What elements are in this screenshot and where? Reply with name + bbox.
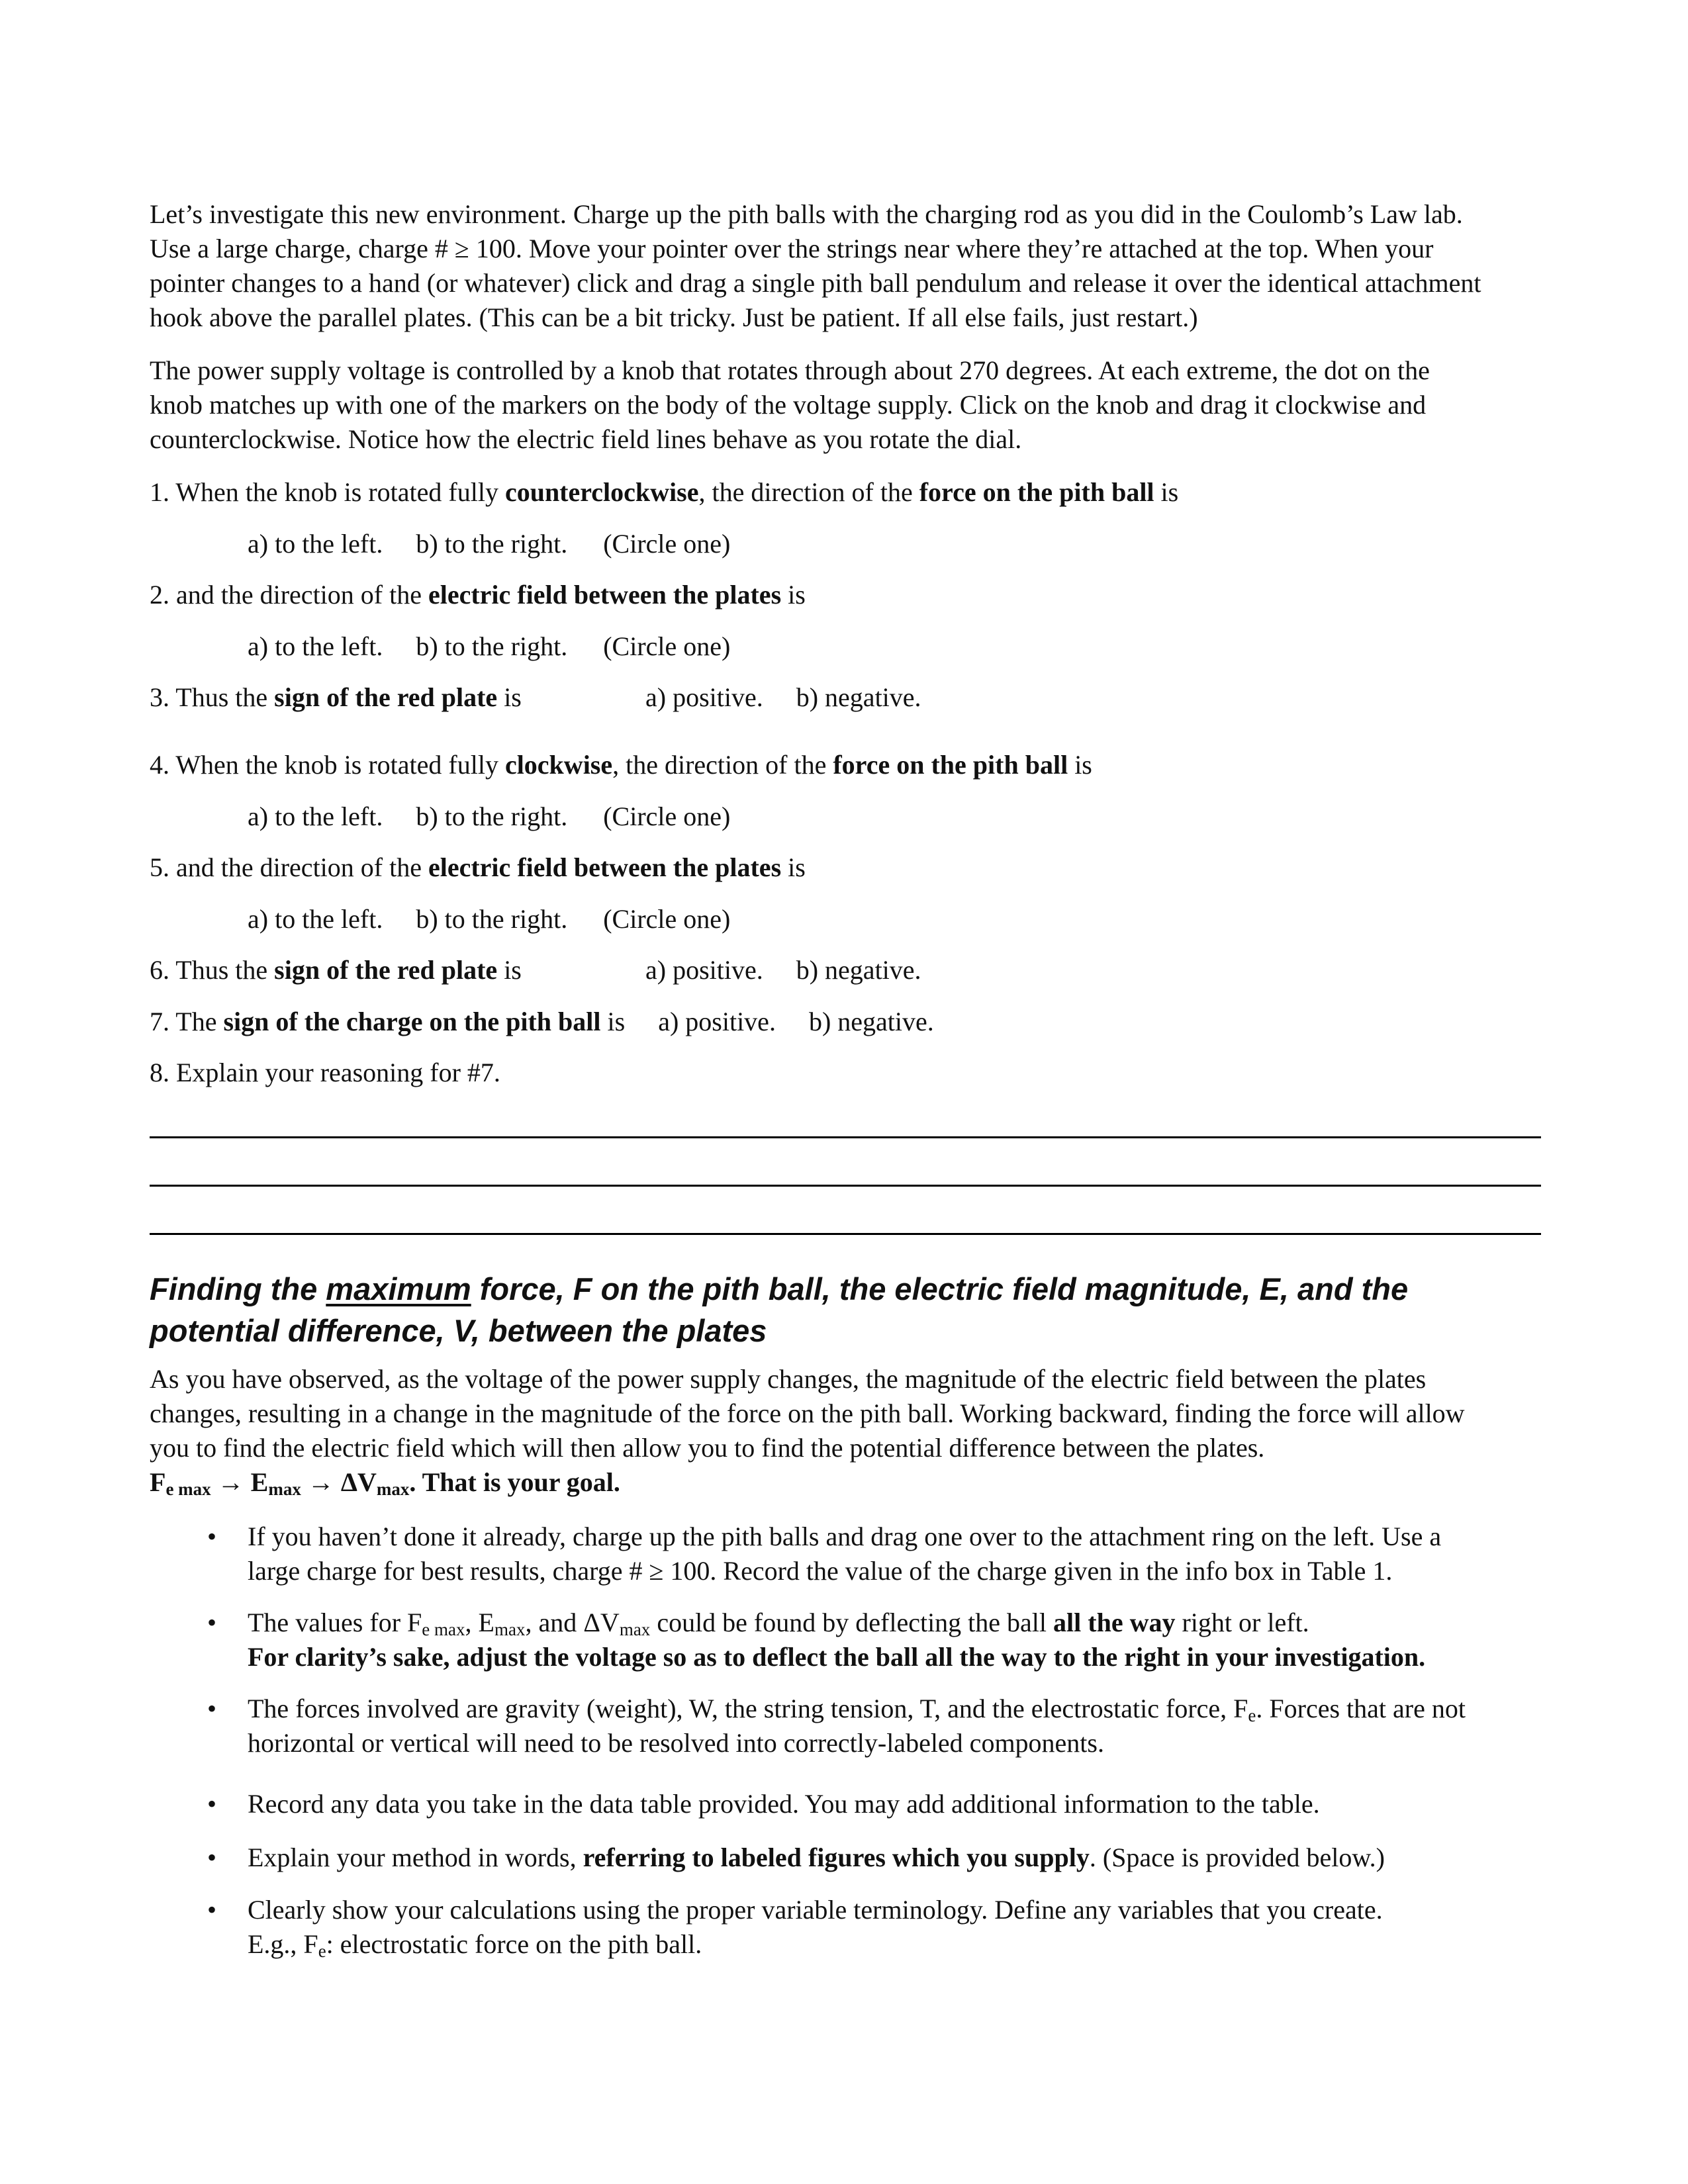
bullet-2-line2: For clarity’s sake, adjust the voltage so as to deflect the ball all the way to the right in your investigation. [248,1642,1426,1672]
circle-one-note: (Circle one) [603,631,731,661]
option-b[interactable]: b) negative. [796,682,921,712]
question-7: 7. The sign of the charge on the pith ball is a) positive. b) negative. [150,1007,934,1036]
intro-p2-line2: knob matches up with one of the markers on the body of the voltage supply. Click on the knob and drag it clockwise and [150,390,1427,420]
section-body-line1: As you have observed, as the voltage of the power supply changes, the magnitude of the electric field between the plates [150,1364,1427,1394]
circle-one-note: (Circle one) [603,801,731,831]
question-8: 8. Explain your reasoning for #7. [150,1058,500,1087]
answer-line-2[interactable] [150,1185,1541,1187]
bullet-4-text: Record any data you take in the data table provided. You may add additional information to the table. [248,1789,1320,1819]
intro-p1-line1: Let’s investigate this new environment. Charge up the pith balls with the charging rod as you did in the Coulomb’s Law lab. [150,199,1463,229]
circle-one-note: (Circle one) [603,529,731,559]
answer-line-3[interactable] [150,1233,1541,1235]
section-body-line2: changes, resulting in a change in the magnitude of the force on the pith ball. Working backward, finding the force will allow [150,1398,1465,1428]
answer-line-1[interactable] [150,1136,1541,1138]
bullet-6-line1: Clearly show your calculations using the proper variable terminology. Define any variables that you create. [248,1895,1383,1925]
intro-p1-line4: hook above the parallel plates. (This can be a bit tricky. Just be patient. If all else fails, just restart.) [150,302,1198,332]
option-a[interactable]: a) to the left. [248,529,383,559]
goal-statement: $F_{e max} \to E_{max} \to \Delta V_{max}$. That is your goal. [150,1467,620,1499]
option-b[interactable]: b) negative. [808,1007,934,1036]
option-b[interactable]: b) to the right. [416,529,568,559]
option-a[interactable]: a) positive. [658,1007,776,1036]
intro-p1-line2: Use a large charge, charge # ≥ 100. Move your pointer over the strings near where they’re attached at the top. When your [150,234,1434,263]
option-b[interactable]: b) to the right. [416,904,568,934]
bullet-icon: • [207,1522,216,1551]
bullet-icon: • [207,1694,216,1723]
question-2: 2. and the direction of the electric field between the plates is [150,580,806,610]
option-b[interactable]: b) negative. [796,955,921,985]
question-3-options [645,680,921,715]
question-4-options [248,799,730,834]
bullet-icon: • [207,1843,216,1872]
bullet-2-line1: The values for $F_{e max}$, $E_{max}$, and $\Delta V_{max}$ could be found by deflecting the ball all the way right or left. [248,1608,1309,1639]
question-5-options [248,902,730,936]
option-b[interactable]: b) to the right. [416,631,568,661]
bullet-5-text: Explain your method in words, referring to labeled figures which you supply. (Space is provided below.) [248,1843,1385,1872]
section-body-line3: you to find the electric field which will then allow you to find the potential difference between the plates. [150,1433,1265,1463]
option-a[interactable]: a) positive. [645,955,763,985]
intro-p2-line3: counterclockwise. Notice how the electric field lines behave as you rotate the dial. [150,424,1022,454]
question-1-options [248,527,730,561]
bullet-6-line2: E.g., $F_e$: electrostatic force on the pith ball. [248,1929,702,1961]
option-b[interactable]: b) to the right. [416,801,568,831]
intro-p1-line3: pointer changes to a hand (or whatever) click and drag a single pith ball pendulum and release it over the identical attachment [150,268,1481,298]
question-3: 3. Thus the sign of the red plate is [150,682,522,712]
circle-one-note: (Circle one) [603,904,731,934]
option-a[interactable]: a) to the left. [248,801,383,831]
option-a[interactable]: a) to the left. [248,904,383,934]
bullet-icon: • [207,1895,216,1925]
question-5: 5. and the direction of the electric field between the plates is [150,852,806,882]
bullet-1-line1: If you haven’t done it already, charge up the pith balls and drag one over to the attachment ring on the left. Use a [248,1522,1442,1551]
question-4: 4. When the knob is rotated fully clockwise, the direction of the force on the pith ball is [150,750,1092,780]
bullet-1-line2: large charge for best results, charge # ≥ 100. Record the value of the charge given in the info box in Table 1. [248,1556,1393,1586]
question-6: 6. Thus the sign of the red plate is [150,955,522,985]
bullet-icon: • [207,1789,216,1819]
bullet-3-line2: horizontal or vertical will need to be resolved into correctly-labeled components. [248,1728,1104,1758]
question-6-options [645,953,921,987]
bullet-icon: • [207,1608,216,1637]
option-a[interactable]: a) positive. [645,682,763,712]
section-heading-line2: potential difference, V, between the plates [150,1313,767,1348]
bullet-3-line1: The forces involved are gravity (weight), W, the string tension, T, and the electrostatic force, $F_e$. Forces that are not [248,1694,1466,1725]
question-1: 1. When the knob is rotated fully counterclockwise, the direction of the force on the pith ball is [150,477,1179,507]
option-a[interactable]: a) to the left. [248,631,383,661]
section-heading: Finding the maximum force, F on the pith ball, the electric field magnitude, E, and the [150,1271,1409,1306]
intro-p2-line1: The power supply voltage is controlled by a knob that rotates through about 270 degrees. At each extreme, the dot on the [150,355,1430,385]
question-2-options [248,629,730,664]
